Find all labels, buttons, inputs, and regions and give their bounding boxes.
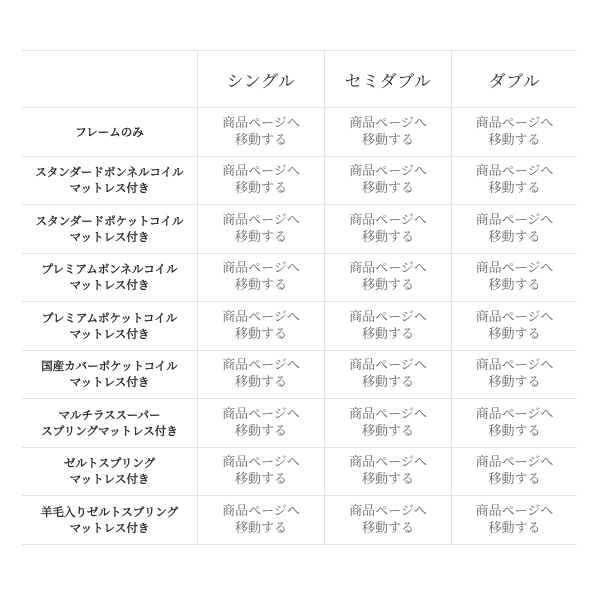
header-empty-cell <box>22 50 198 108</box>
product-link-line1: 商品ページへ <box>475 358 554 374</box>
row-label <box>22 448 198 497</box>
row-label-line1: フレームのみ <box>75 124 144 139</box>
row-label-line2: マットレス付き <box>69 229 150 244</box>
product-link-double[interactable] <box>452 108 577 157</box>
row-label-line1: スタンダードボンネルコイル <box>35 165 184 180</box>
header-semi-double: セミダブル <box>325 50 452 108</box>
product-link-line1: 商品ページへ <box>349 164 427 180</box>
product-link-line1: 商品ページへ <box>349 503 427 519</box>
product-link-semi-double[interactable] <box>325 108 452 157</box>
row-label-line1: 国産カバーポケットコイル <box>41 359 178 374</box>
product-link-line2: 移動する <box>361 229 414 245</box>
product-link-line1: 商品ページへ <box>475 212 554 228</box>
product-link-line1: 商品ページへ <box>475 261 554 277</box>
product-link-line2: 移動する <box>488 229 541 245</box>
product-link-line1: 商品ページへ <box>349 455 427 471</box>
product-link-line2: 移動する <box>234 326 287 342</box>
product-link-line1: 商品ページへ <box>349 358 427 374</box>
product-link-line1: 商品ページへ <box>222 115 300 131</box>
product-link-semi-double[interactable] <box>325 157 452 206</box>
product-link-single[interactable] <box>198 496 325 545</box>
product-link-line1: 商品ページへ <box>222 212 300 228</box>
row-label-line2: スプリングマットレス付き <box>41 423 178 438</box>
product-link-line2: 移動する <box>361 326 414 342</box>
product-link-line1: 商品ページへ <box>222 358 300 374</box>
product-link-semi-double[interactable] <box>325 254 452 303</box>
product-link-line2: 移動する <box>488 423 541 439</box>
product-link-double[interactable] <box>452 157 577 206</box>
product-link-double[interactable] <box>452 496 577 545</box>
product-link-semi-double[interactable] <box>325 496 452 545</box>
product-link-double[interactable] <box>452 399 577 448</box>
product-link-line1: 商品ページへ <box>475 309 554 325</box>
product-link-semi-double[interactable] <box>325 205 452 254</box>
product-link-line1: 商品ページへ <box>349 309 427 325</box>
row-label-line2: マットレス付き <box>69 472 150 487</box>
product-link-double[interactable] <box>452 205 577 254</box>
product-link-line1: 商品ページへ <box>475 503 554 519</box>
row-label-line2: マットレス付き <box>69 181 150 196</box>
product-link-semi-double[interactable] <box>325 302 452 351</box>
size-comparison-table <box>22 50 577 545</box>
product-link-double[interactable] <box>452 302 577 351</box>
row-label <box>22 351 198 400</box>
product-link-line2: 移動する <box>361 472 414 488</box>
row-label-line2: マットレス付き <box>69 375 150 390</box>
row-label <box>22 108 198 157</box>
row-label-line2: マットレス付き <box>69 278 150 293</box>
row-label-line1: ゼルトスプリング <box>63 456 156 471</box>
row-label-line1: 羊毛入りゼルトスプリング <box>40 504 179 519</box>
product-link-single[interactable] <box>198 351 325 400</box>
product-link-single[interactable] <box>198 157 325 206</box>
header-single: シングル <box>198 50 325 108</box>
row-label-line1: マルチラススーパー <box>58 407 161 422</box>
product-link-line2: 移動する <box>488 520 541 536</box>
product-link-line2: 移動する <box>361 375 414 391</box>
product-link-line2: 移動する <box>234 132 287 148</box>
product-link-line2: 移動する <box>234 423 287 439</box>
product-link-line2: 移動する <box>361 520 414 536</box>
row-label-line1: プレミアムボンネルコイル <box>41 262 178 277</box>
product-link-line1: 商品ページへ <box>475 455 554 471</box>
product-link-semi-double[interactable] <box>325 351 452 400</box>
product-link-line2: 移動する <box>234 375 287 391</box>
row-label <box>22 157 198 206</box>
product-link-line2: 移動する <box>234 229 287 245</box>
product-link-line1: 商品ページへ <box>349 406 427 422</box>
product-link-single[interactable] <box>198 399 325 448</box>
product-link-double[interactable] <box>452 448 577 497</box>
product-link-line1: 商品ページへ <box>349 212 427 228</box>
row-label-line1: プレミアムポケットコイル <box>41 310 178 325</box>
product-link-line2: 移動する <box>234 181 287 197</box>
row-label <box>22 302 198 351</box>
product-link-line2: 移動する <box>361 278 414 294</box>
product-link-line2: 移動する <box>488 472 541 488</box>
product-link-single[interactable] <box>198 448 325 497</box>
product-link-line2: 移動する <box>361 132 414 148</box>
product-link-semi-double[interactable] <box>325 448 452 497</box>
product-link-line2: 移動する <box>488 132 541 148</box>
product-link-line1: 商品ページへ <box>222 164 300 180</box>
product-link-single[interactable] <box>198 108 325 157</box>
product-link-line1: 商品ページへ <box>475 406 554 422</box>
header-double: ダブル <box>452 50 577 108</box>
product-link-line1: 商品ページへ <box>222 261 300 277</box>
product-link-line2: 移動する <box>361 423 414 439</box>
product-link-line1: 商品ページへ <box>222 406 300 422</box>
row-label <box>22 496 198 545</box>
product-link-line2: 移動する <box>234 472 287 488</box>
product-link-single[interactable] <box>198 254 325 303</box>
row-label-line2: マットレス付き <box>69 326 150 341</box>
product-link-line1: 商品ページへ <box>222 455 300 471</box>
product-link-line2: 移動する <box>488 326 541 342</box>
row-label <box>22 254 198 303</box>
product-link-line1: 商品ページへ <box>222 503 300 519</box>
product-link-line2: 移動する <box>488 181 541 197</box>
product-link-line2: 移動する <box>488 375 541 391</box>
product-link-single[interactable] <box>198 205 325 254</box>
product-link-line1: 商品ページへ <box>475 115 554 131</box>
product-link-line2: 移動する <box>488 278 541 294</box>
product-link-single[interactable] <box>198 302 325 351</box>
row-label-line1: スタンダードポケットコイル <box>35 213 184 228</box>
product-link-double[interactable] <box>452 351 577 400</box>
row-label <box>22 205 198 254</box>
product-link-double[interactable] <box>452 254 577 303</box>
product-link-line1: 商品ページへ <box>349 115 427 131</box>
row-label-line2: マットレス付き <box>69 520 150 535</box>
product-link-line2: 移動する <box>234 278 287 294</box>
product-link-line1: 商品ページへ <box>475 164 554 180</box>
row-label <box>22 399 198 448</box>
product-link-line2: 移動する <box>361 181 414 197</box>
product-link-line1: 商品ページへ <box>349 261 427 277</box>
product-link-line2: 移動する <box>234 520 287 536</box>
product-link-line1: 商品ページへ <box>222 309 300 325</box>
product-link-semi-double[interactable] <box>325 399 452 448</box>
